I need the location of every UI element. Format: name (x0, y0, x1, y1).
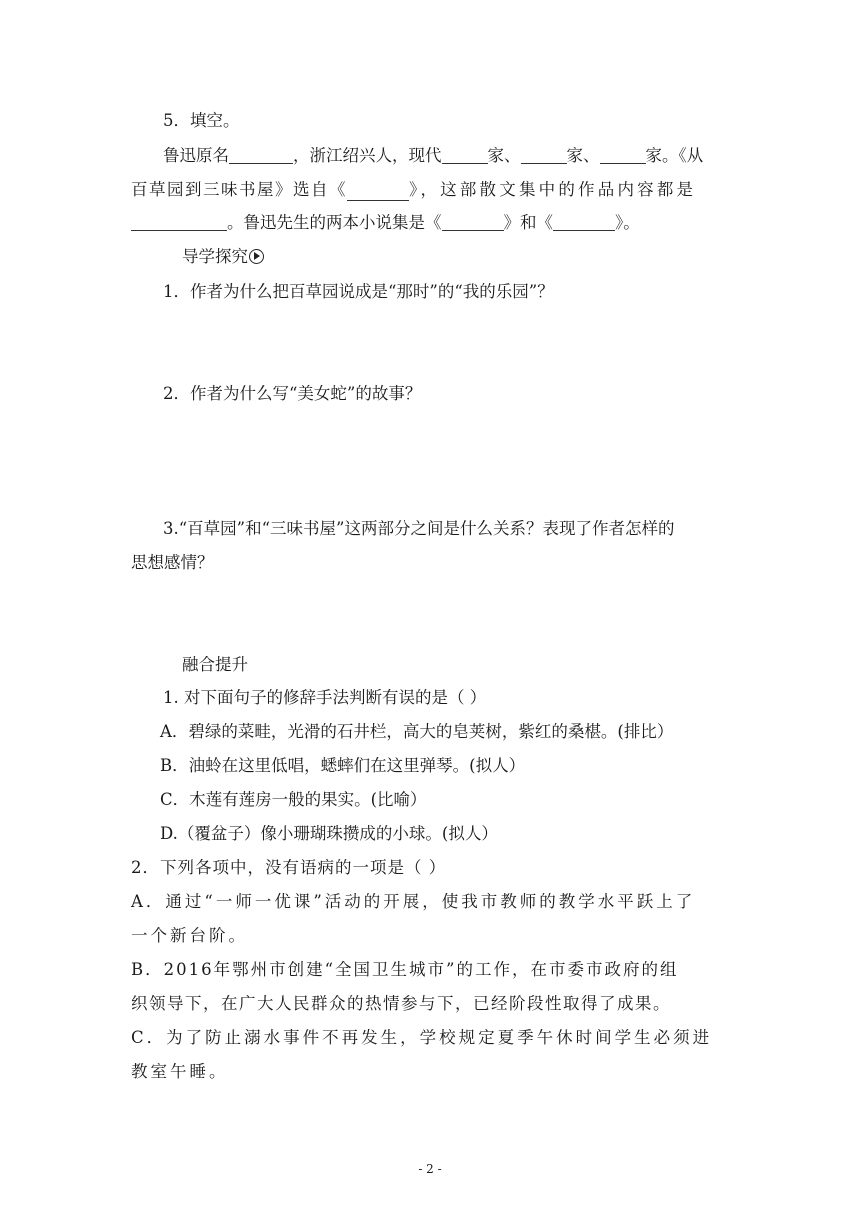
guide-question-1: 1．作者为什么把百草园说成是“那时”的“我的乐园”？ (163, 282, 554, 301)
page-number: - 2 - (418, 1162, 442, 1176)
blank-novel-2[interactable] (553, 214, 615, 231)
blank-collection[interactable] (347, 184, 409, 201)
q2-option-c-cont: 教室午睡。 (131, 1062, 229, 1081)
option-b: B．油蛉在这里低唱，蟋蟀们在这里弹琴。(拟人） (160, 756, 526, 775)
q5-line-3 (131, 212, 640, 234)
q5-text: 》，这部散文集中的作品内容都是 (409, 180, 697, 199)
circled-arrow-right-icon (249, 249, 264, 264)
q5-text: 百草园到三味书屋》选自《 (131, 180, 347, 199)
q5-text: 。鲁迅先生的两本小说集是《 (227, 213, 442, 232)
fusion-question-1: 1. 对下面句子的修辞手法判断有误的是（ ） (163, 688, 487, 707)
blank-profession-3[interactable] (600, 147, 646, 164)
guide-question-3-cont: 思想感情？ (131, 553, 214, 572)
guide-heading: 导学探究 (182, 247, 248, 266)
q2-option-b: B．2016年鄂州市创建“全国卫生城市”的工作，在市委市政府的组 (131, 960, 679, 979)
blank-profession-1[interactable] (442, 147, 488, 164)
section-heading-fusion: 融合提升 (182, 655, 248, 674)
blank-profession-2[interactable] (521, 147, 567, 164)
q5-title: 5．填空。 (163, 111, 240, 130)
q5-text: 家、 (566, 146, 600, 165)
blank-content[interactable] (131, 214, 227, 231)
q5-line-2 (131, 179, 731, 201)
section-heading-guide (182, 246, 264, 268)
q2-option-a-cont: 一个新台阶。 (131, 926, 248, 945)
blank-novel-1[interactable] (442, 214, 504, 231)
q2-option-c: C．为了防止溺水事件不再发生，学校规定夏季午休时间学生必须进 (131, 1028, 713, 1047)
q5-text: 鲁迅原名 (163, 146, 229, 165)
blank-original-name[interactable] (229, 147, 293, 164)
q5-text: 家、 (487, 146, 521, 165)
option-c: C．木莲有莲房一般的果实。(比喻） (160, 790, 427, 809)
q5-text: 家。《从 (645, 146, 704, 165)
guide-question-3: 3.“百草园”和“三味书屋”这两部分之间是什么关系？表现了作者怎样的 (163, 519, 675, 538)
guide-question-2: 2．作者为什么写“美女蛇”的故事？ (163, 384, 422, 403)
q5-text: 》。 (615, 213, 640, 232)
q5-text: 》和《 (503, 213, 553, 232)
q5-line-1 (163, 145, 703, 167)
q2-option-a: A．通过“一师一优课”活动的开展，使我市教师的教学水平跃上了 (131, 892, 696, 911)
fusion-question-2: 2．下列各项中，没有语病的一项是（ ） (131, 858, 447, 877)
q2-option-b-cont: 织领导下，在广大人民群众的热情参与下，已经阶段性取得了成果。 (131, 994, 671, 1013)
q5-text: ，浙江绍兴人，现代 (293, 146, 442, 165)
option-d: D.（覆盆子）像小珊瑚珠攒成的小球。(拟人） (160, 824, 498, 843)
option-a: A．碧绿的菜畦，光滑的石井栏，高大的皂荚树，紫红的桑椹。(排比） (160, 722, 674, 741)
